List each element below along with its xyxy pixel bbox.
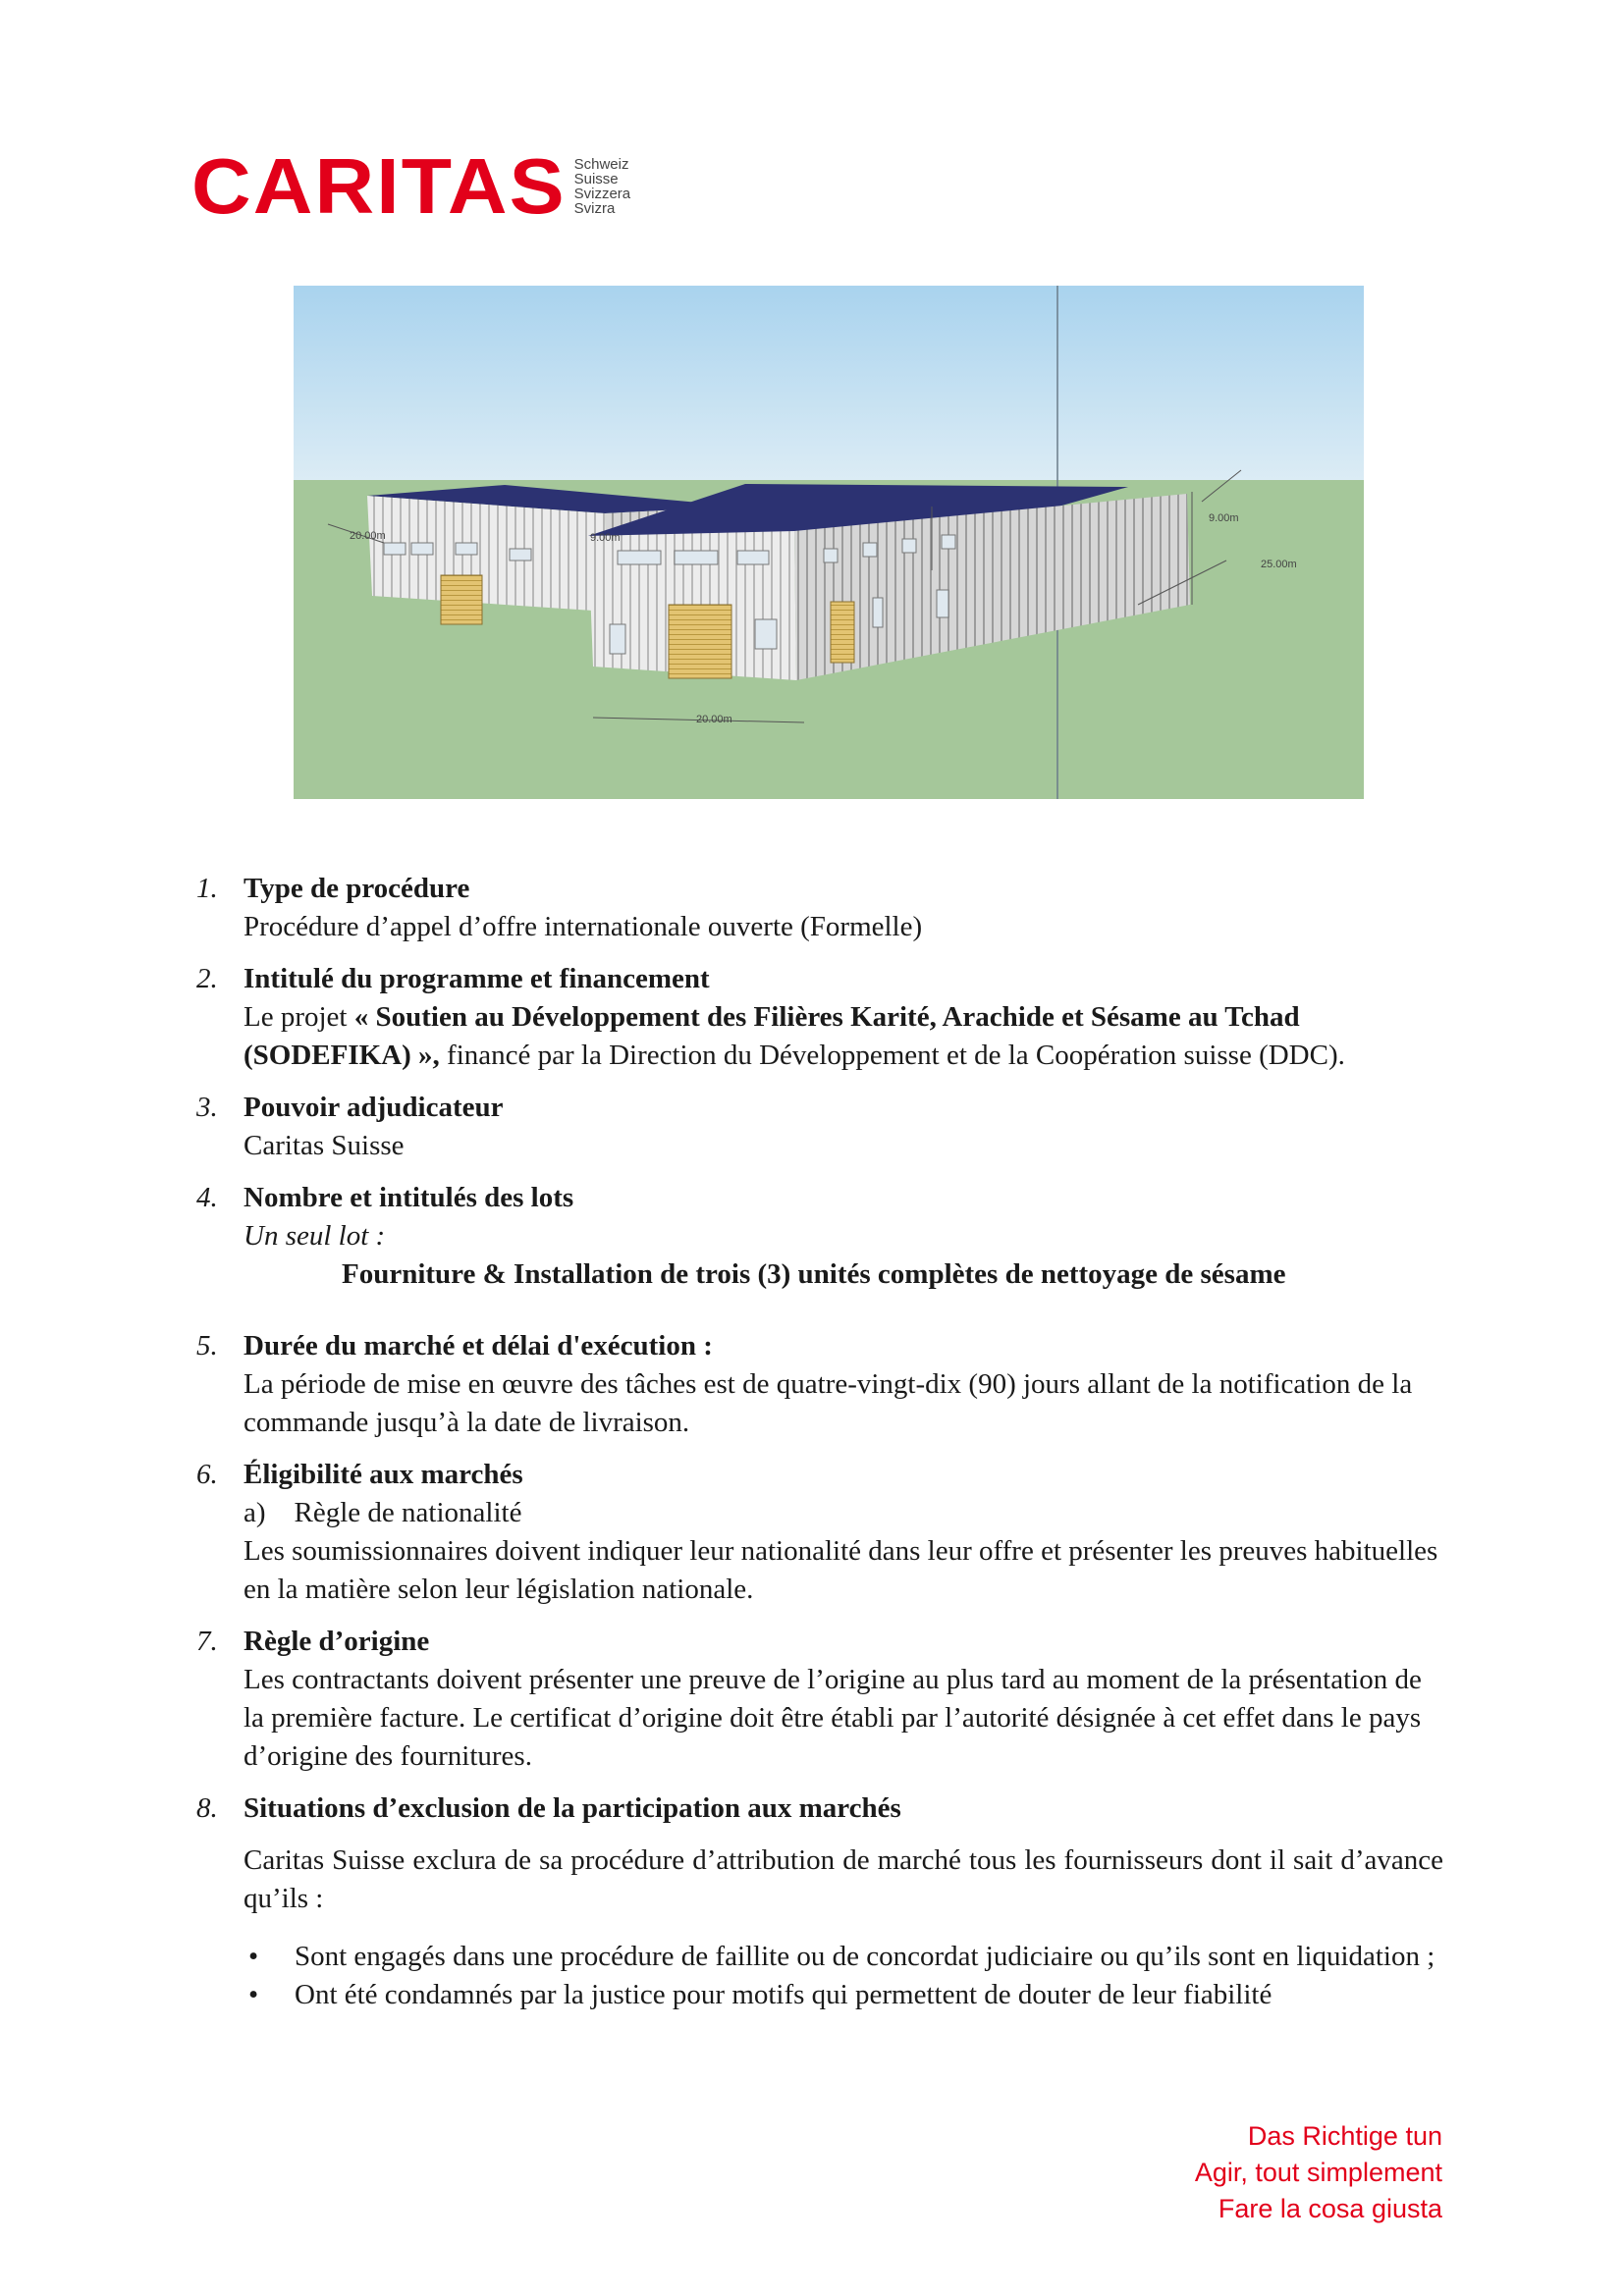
dimension-label: 9.00m — [1209, 512, 1239, 524]
list-item — [244, 1938, 1443, 1976]
section-eligibility — [196, 1456, 1443, 1609]
section-body: La période de mise en œuvre des tâches est de quatre-vingt-dix (90) jours allant de la notification de la commande jusqu’à la date de livraison. — [244, 1368, 1413, 1438]
caritas-logo — [191, 142, 631, 230]
section-body — [244, 998, 1443, 1075]
slogan-french: Agir, tout simplement — [1194, 2158, 1442, 2187]
section-body: Les contractants doivent présenter une preuve de l’origine au plus tard au moment de la présentation de la première facture. Le certificat d’origine doit être établi par l’autorité désignée à cet effet dans le pays d’origine des fournitures. — [244, 1664, 1422, 1772]
section-title: Intitulé du programme et financement — [244, 963, 710, 994]
section-subtitle: a) Règle de nationalité — [244, 1497, 522, 1528]
section-origin-rule — [196, 1623, 1443, 1776]
section-number: 6. — [196, 1459, 218, 1490]
section-number: 4. — [196, 1182, 218, 1213]
list-item — [244, 1976, 1443, 2014]
logo-language: Svizzera — [573, 186, 631, 202]
lot-title: Fourniture & Installation de trois (3) unités complètes de nettoyage de sésame — [342, 1258, 1286, 1290]
exclusion-list — [244, 1938, 1443, 2014]
section-title: Pouvoir adjudicateur — [244, 1092, 504, 1123]
section-exclusion — [196, 1789, 1443, 2014]
dimension-label: 20.00m — [350, 530, 386, 542]
body-lead: Le projet — [244, 1001, 354, 1033]
section-title: Nombre et intitulés des lots — [244, 1182, 574, 1213]
dimension-label: 9.00m — [590, 532, 621, 544]
bullet-icon: • — [248, 1979, 259, 2010]
dimension-label: 20.00m — [696, 714, 732, 725]
section-body: Caritas Suisse — [244, 1130, 405, 1161]
logo-language: Svizra — [573, 200, 616, 217]
section-program-financing — [196, 960, 1443, 1075]
section-number: 2. — [196, 963, 218, 994]
section-number: 8. — [196, 1792, 218, 1824]
section-title: Type de procédure — [244, 873, 470, 904]
dimension-label: 25.00m — [1261, 559, 1297, 570]
section-title: Éligibilité aux marchés — [244, 1459, 523, 1490]
project-name: « Soutien au Développement des Filières Karité, Arachide et Sésame au Tchad (SODEFIKA) », — [244, 1001, 1300, 1071]
section-number: 5. — [196, 1330, 218, 1362]
section-lots — [196, 1179, 1443, 1294]
footer-slogan — [1195, 2118, 1442, 2227]
bullet-icon: • — [248, 1941, 259, 1972]
section-subtitle: Un seul lot : — [244, 1220, 386, 1252]
section-title: Situations d’exclusion de la participation aux marchés — [244, 1792, 901, 1824]
tender-notice-body — [196, 870, 1443, 2028]
list-item-text: Sont engagés dans une procédure de faillite ou de concordat judiciaire ou qu’ils sont en liquidation ; — [295, 1941, 1435, 1972]
slogan-german: Das Richtige tun — [1247, 2121, 1442, 2151]
section-number: 3. — [196, 1092, 218, 1123]
section-body: Les soumissionnaires doivent indiquer leur nationalité dans leur offre et présenter les preuves habituelles en la matière selon leur législation nationale. — [244, 1535, 1438, 1605]
logo-language: Schweiz — [573, 156, 629, 173]
section-duration — [196, 1327, 1443, 1442]
logo-languages — [574, 157, 631, 216]
list-item-text: Ont été condamnés par la justice pour motifs qui permettent de douter de leur fiabilité — [295, 1979, 1272, 2010]
section-body: Procédure d’appel d’offre internationale ouverte (Formelle) — [244, 911, 923, 942]
section-title: Durée du marché et délai d'exécution : — [244, 1330, 713, 1362]
logo-language: Suisse — [573, 171, 619, 187]
section-body: Caritas Suisse exclura de sa procédure d’attribution de marché tous les fournisseurs dont il sait d’avance qu’ils : — [244, 1844, 1443, 1914]
section-procedure-type — [196, 870, 1443, 946]
body-tail: financé par la Direction du Développement et de la Coopération suisse (DDC). — [439, 1040, 1345, 1071]
logo-wordmark: CARITAS — [191, 142, 567, 230]
slogan-italian: Fare la cosa giusta — [1218, 2194, 1442, 2223]
section-number: 1. — [196, 873, 218, 904]
warehouse-rendering — [294, 286, 1364, 799]
section-title: Règle d’origine — [244, 1626, 430, 1657]
section-number: 7. — [196, 1626, 218, 1657]
sky — [294, 286, 1364, 482]
section-contracting-authority — [196, 1089, 1443, 1165]
